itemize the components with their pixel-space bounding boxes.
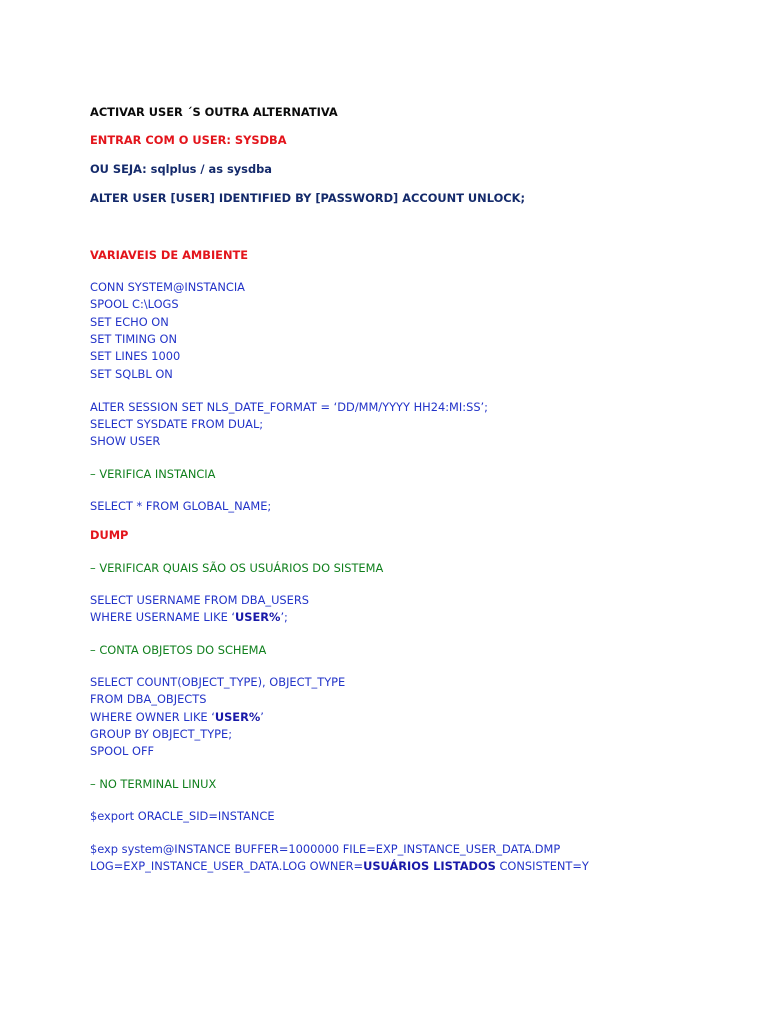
env-line: CONN SYSTEM@INSTANCIA [90, 280, 245, 294]
dump-heading: DUMP [90, 528, 129, 542]
verificar-usuarios-comment: – VERIFICAR QUAIS SÃO OS USUÁRIOS DO SISTEMA [90, 561, 384, 575]
session-line: SELECT SYSDATE FROM DUAL; [90, 417, 264, 431]
owner-like-pattern: USER% [214, 710, 261, 724]
objects-query-line: SELECT COUNT(OBJECT_TYPE), OBJECT_TYPE [90, 675, 346, 689]
owner-users-highlight: USUÁRIOS LISTADOS [363, 859, 496, 873]
users-like-pattern: USER% [235, 610, 281, 624]
env-line: SPOOL C:\LOGS [90, 297, 179, 311]
env-line: SET LINES 1000 [90, 349, 181, 363]
terminal-linux-comment: – NO TERMINAL LINUX [90, 777, 217, 791]
env-line: SET ECHO ON [90, 315, 169, 329]
sqlplus-instruction: OU SEJA: sqlplus / as sysdba [90, 162, 272, 176]
exp-consistent-suffix: CONSISTENT=Y [495, 859, 589, 873]
export-sid-command: $export ORACLE_SID=INSTANCE [90, 809, 275, 823]
env-vars-heading: VARIAVEIS DE AMBIENTE [90, 248, 249, 262]
objects-where-suffix: ’ [260, 710, 264, 724]
exp-log-prefix: LOG=EXP_INSTANCE_USER_DATA.LOG OWNER= [90, 859, 364, 873]
exp-command-line: $exp system@INSTANCE BUFFER=1000000 FILE=EXP_INSTANCE_USER_DATA.DMP [90, 842, 561, 856]
users-where-prefix: WHERE USERNAME LIKE ‘ [90, 610, 236, 624]
verifica-instancia-comment: – VERIFICA INSTANCIA [90, 467, 216, 481]
session-line: SHOW USER [90, 434, 161, 448]
objects-query-where [90, 709, 264, 726]
users-query-line: SELECT USERNAME FROM DBA_USERS [90, 593, 310, 607]
conta-objetos-comment: – CONTA OBJETOS DO SCHEMA [90, 643, 267, 657]
exp-command-line [90, 858, 589, 875]
login-instruction: ENTRAR COM O USER: SYSDBA [90, 133, 287, 147]
users-where-suffix: ’; [280, 610, 288, 624]
objects-where-prefix: WHERE OWNER LIKE ‘ [90, 710, 215, 724]
users-query-where [90, 609, 288, 626]
session-line: ALTER SESSION SET NLS_DATE_FORMAT = ‘DD/MM/YYYY HH24:MI:SS’; [90, 400, 489, 414]
objects-query-line: SPOOL OFF [90, 744, 155, 758]
objects-query-line: GROUP BY OBJECT_TYPE; [90, 727, 233, 741]
doc-title: ACTIVAR USER ´S OUTRA ALTERNATIVA [90, 105, 338, 119]
env-line: SET SQLBL ON [90, 367, 173, 381]
alter-user-command: ALTER USER [USER] IDENTIFIED BY [PASSWORD] ACCOUNT UNLOCK; [90, 191, 525, 205]
env-line: SET TIMING ON [90, 332, 177, 346]
global-name-query: SELECT * FROM GLOBAL_NAME; [90, 499, 272, 513]
objects-query-line: FROM DBA_OBJECTS [90, 692, 207, 706]
